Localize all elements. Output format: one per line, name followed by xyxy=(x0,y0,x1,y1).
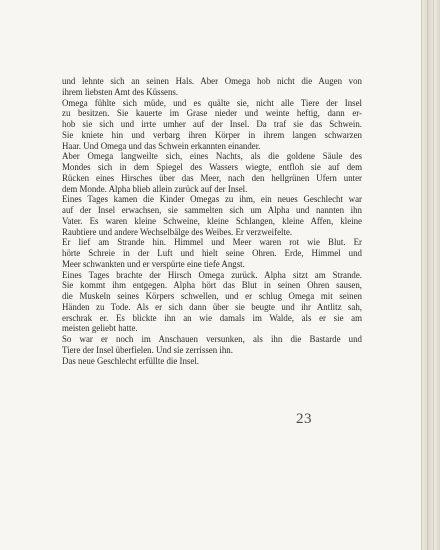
text-line: Sie kommt ihm entgegen. Alpha hört das Blut in seinen Ohren sausen, xyxy=(62,280,362,291)
text-line: erschrak er. Es blickte ihn an wie damals im Walde, als er sie am xyxy=(62,312,362,323)
text-line: zu besitzen. Sie kauerte im Grase nieder und weinte heftig, dann er- xyxy=(62,108,362,119)
text-line: Das neue Geschlecht erfüllte die Insel. xyxy=(62,355,200,366)
text-line: und lehnte sich an seinen Hals. Aber Omega hob nicht die Augen von xyxy=(62,76,362,86)
text-line: Omega fühlte sich müde, und es quälte sie, nicht alle Tiere der Insel xyxy=(62,97,362,108)
page-stack-edge xyxy=(421,0,440,550)
text-line: hob sie sich und irrte umher auf der Insel. Da traf sie das Schwein. xyxy=(62,119,362,129)
text-line: Sie kniete hin und verbarg ihren Körper in ihrem langen schwarzen xyxy=(62,129,362,140)
text-line: Haar. Und Omega und das Schwein erkannten einander. xyxy=(62,140,261,151)
text-line: Er lief am Strande hin. Himmel und Meer waren rot wie Blut. Er xyxy=(62,237,362,248)
text-line: die Muskeln seines Körpers schwellen, und er schlug Omega mit seinen xyxy=(62,291,362,301)
text-line: auf der Insel erwachsen, sie sammelten sich um Alpha und nannten ihn xyxy=(62,205,362,215)
text-line: Tiere der Insel überfielen. Und sie zerrissen ihn. xyxy=(62,344,233,355)
text-line: Eines Tages brachte der Hirsch Omega zurück. Alpha sitzt am Strande. xyxy=(62,269,362,280)
body-text xyxy=(62,76,362,366)
text-line: hörte Schreie in der Luft und hielt seine Ohren. Erde, Himmel und xyxy=(62,248,362,258)
text-line: Meer schwankten und er verspürte eine tiefe Angst. xyxy=(62,258,245,269)
text-line: So war er noch im Anschauen versunken, als ihn die Bastarde und xyxy=(62,334,362,344)
text-line: Rücken eines Hirsches über das Meer, nach den hellgrünen Ufern unter xyxy=(62,172,362,183)
text-line: Aber Omega langweilte sich, eines Nachts, als die goldene Säule des xyxy=(62,151,362,162)
text-line: Eines Tages kamen die Kinder Omegas zu ihm, ein neues Geschlecht war xyxy=(62,194,362,205)
text-line: dem Monde. Alpha blieb allein zurück auf der Insel. xyxy=(62,183,248,194)
text-line: ihrem liebsten Amt des Küssens. xyxy=(62,86,179,97)
text-line: Raubtiere und andere Wechselbälge des Weibes. Er verzweifelte. xyxy=(62,226,293,237)
page-number: 23 xyxy=(296,411,312,427)
text-line: meisten geliebt hatte. xyxy=(62,323,138,334)
text-line: Händen zu Tode. Als er sich dann über sie beugte und ihr Antlitz sah, xyxy=(62,301,362,312)
text-line: Vater. Es waren kleine Schweine, kleine Schlangen, kleine Affen, kleine xyxy=(62,215,362,226)
text-line: Mondes sich in dem Spiegel des Wassers wiegte, entfloh sie auf dem xyxy=(62,162,362,172)
